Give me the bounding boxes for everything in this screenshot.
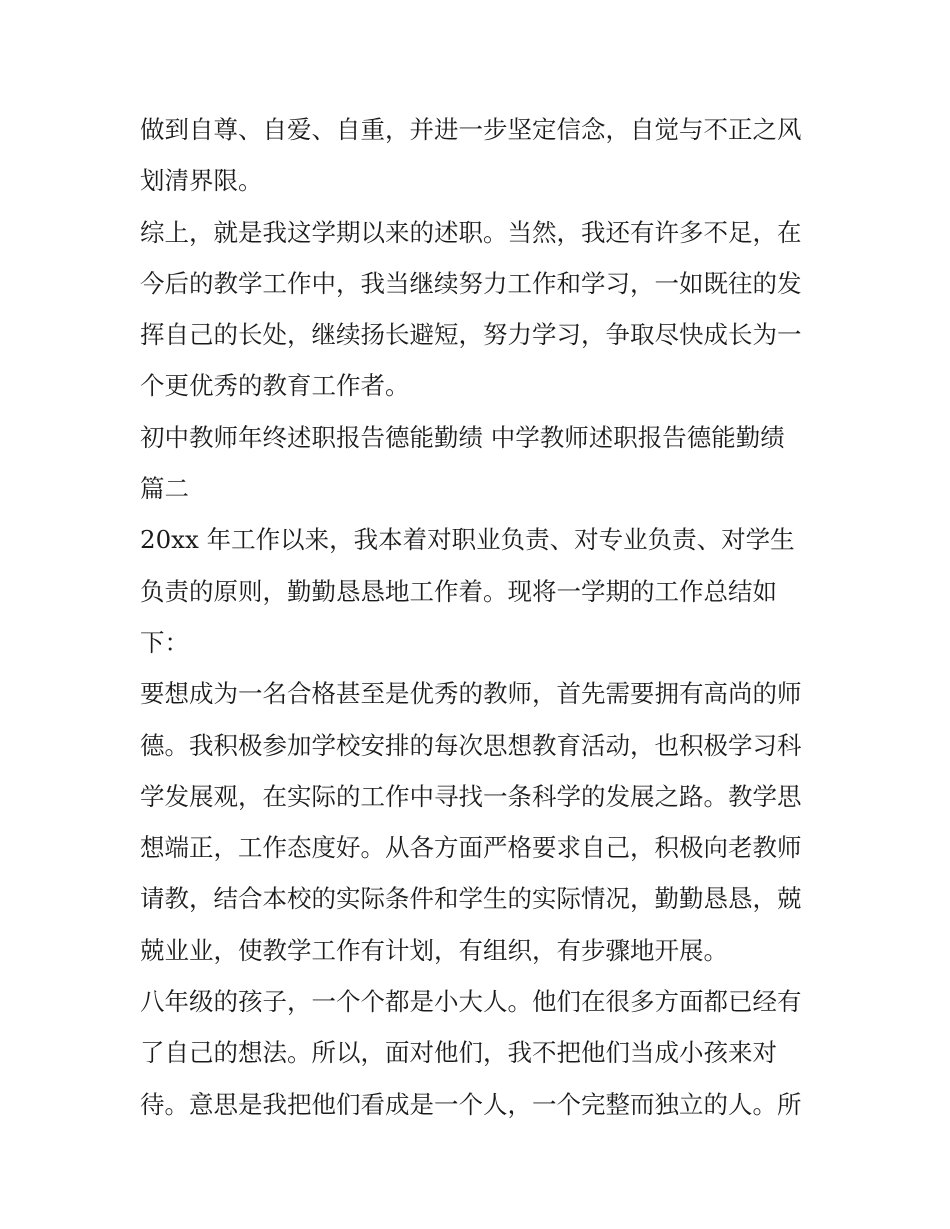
text-line: 八年级的孩子，一个个都是小大人。他们在很多方面都已经有 — [140, 987, 802, 1017]
section-title-line: 初中教师年终述职报告德能勤绩 中学教师述职报告德能勤绩 — [140, 422, 785, 452]
text-line: 个更优秀的教育工作者。 — [140, 371, 410, 401]
text-line: 待。意思是我把他们看成是一个人，一个完整而独立的人。所 — [140, 1089, 802, 1119]
text-line: 下： — [140, 627, 189, 657]
text-line: 了自己的想法。所以，面对他们，我不把他们当成小孩来对 — [140, 1038, 777, 1068]
section-title-line: 篇二 — [140, 474, 189, 504]
text-line: 学发展观，在实际的工作中寻找一条科学的发展之路。教学思 — [140, 781, 802, 811]
text-line: 今后的教学工作中，我当继续努力工作和学习，一如既往的发 — [140, 268, 802, 298]
text-line: 德。我积极参加学校安排的每次思想教育活动，也积极学习科 — [140, 730, 802, 760]
text-line: 要想成为一名合格甚至是优秀的教师，首先需要拥有高尚的师 — [140, 679, 802, 709]
text-line: 划清界限。 — [140, 166, 263, 196]
text-line: 负责的原则，勤勤恳恳地工作着。现将一学期的工作总结如 — [140, 576, 777, 606]
text-line: 兢业业，使教学工作有计划，有组织，有步骤地开展。 — [140, 935, 728, 965]
text-line: 综上，就是我这学期以来的述职。当然，我还有许多不足，在 — [140, 217, 802, 247]
text-line: 做到自尊、自爱、自重，并进一步坚定信念，自觉与不正之风 — [140, 115, 802, 144]
text-line: 挥自己的长处，继续扬长避短，努力学习，争取尽快成长为一 — [140, 320, 802, 350]
text-line: 20xx 年工作以来，我本着对职业负责、对专业负责、对学生 — [140, 525, 795, 555]
text-line: 想端正，工作态度好。从各方面严格要求自己，积极向老教师 — [140, 833, 802, 863]
document-body — [140, 104, 820, 1130]
text-line: 请教，结合本校的实际条件和学生的实际情况，勤勤恳恳，兢 — [140, 884, 802, 914]
